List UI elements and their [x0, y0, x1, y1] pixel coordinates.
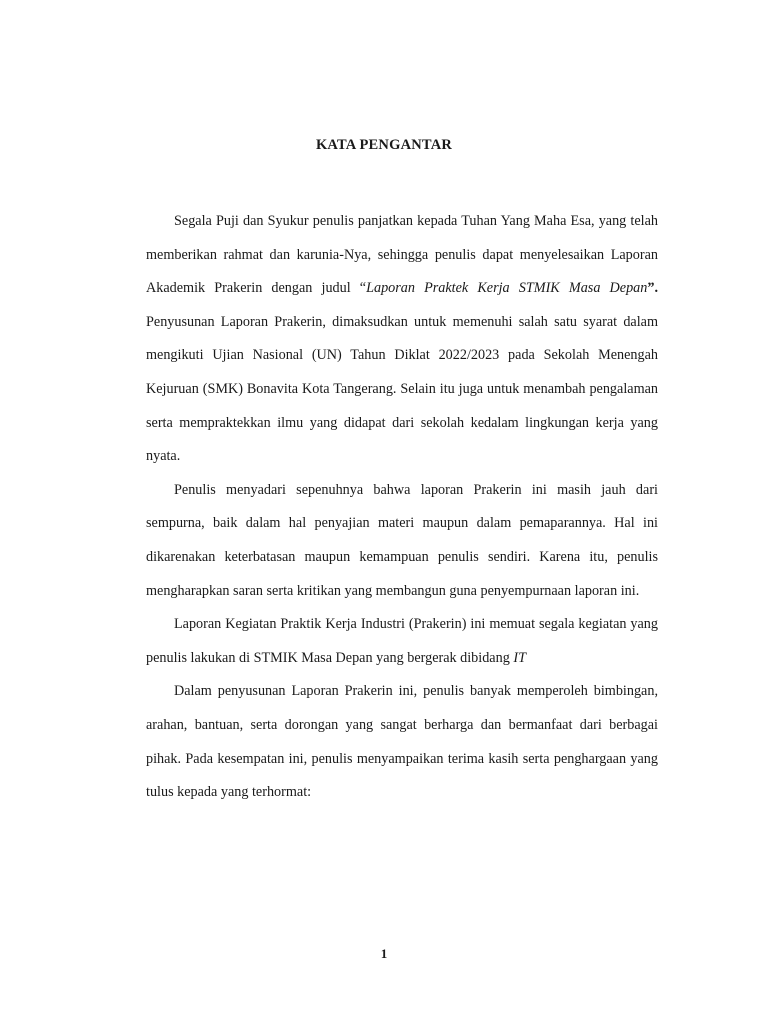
- paragraph-2: Penulis menyadari sepenuhnya bahwa laporan Prakerin ini masih jauh dari sempurna, baik dalam hal penyajian materi maupun dalam pemaparannya. Hal ini dikarenakan keterbatasan maupun kemampuan penulis sendiri. Karena itu, penulis mengharapkan saran serta kritikan yang membangun guna penyempurnaan laporan ini.: [146, 481, 658, 599]
- paragraph-3-text: Laporan Kegiatan Praktik Kerja Industri (Prakerin) ini memuat segala kegiatan yang penulis lakukan di STMIK Masa Depan yang bergerak dibidang: [146, 616, 658, 666]
- paragraph-1-text-b: Penyusunan Laporan Prakerin, dimaksudkan untuk memenuhi salah satu syarat dalam mengikuti Ujian Nasional (UN) Tahun Diklat 2022/2023 pada Sekolah Menengah Kejuruan (SMK) Bonavita Kota Tangerang. Selain itu juga untuk menambah pengalaman serta mempraktekkan ilmu yang didapat dari sekolah kedalam lingkungan kerja yang nyata.: [146, 313, 658, 465]
- document-body: [146, 205, 658, 810]
- it-italic: IT: [513, 649, 526, 666]
- paragraph-1: [146, 205, 658, 474]
- paragraph-3: [146, 608, 658, 675]
- closing-quote: ”.: [647, 280, 659, 297]
- page-number: 1: [380, 946, 388, 961]
- report-title-italic: Laporan Praktek Kerja STMIK Masa Depan: [366, 280, 648, 297]
- page-title: KATA PENGANTAR: [315, 137, 453, 153]
- paragraph-1-text-a: Segala Puji dan Syukur penulis panjatkan kepada Tuhan Yang Maha Esa, yang telah memberikan rahmat dan karunia-Nya, sehingga penulis dapat menyelesaikan Laporan Akademik Prakerin dengan judul “: [146, 213, 658, 297]
- paragraph-4: Dalam penyusunan Laporan Prakerin ini, penulis banyak memperoleh bimbingan, arahan, bantuan, serta dorongan yang sangat berharga dan bermanfaat dari berbagai pihak. Pada kesempatan ini, penulis menyampaikan terima kasih serta penghargaan yang tulus kepada yang terhormat:: [146, 683, 658, 801]
